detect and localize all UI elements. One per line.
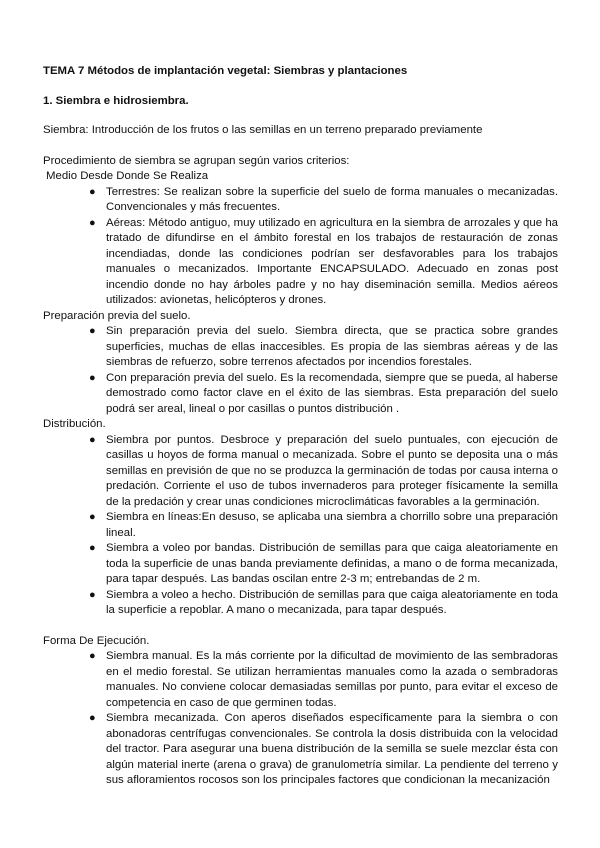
criteria-intro: Procedimiento de siembra se agrupan según varios criterios: [43,154,350,167]
list-item: ● Terrestres: Se realizan sobre la superficie del suelo de forma manuales o mecanizadas. Convencionales y más frecuentes. [89,185,558,213]
list-item: ● Siembra en líneas:En desuso, se aplicaba una siembra a chorrillo sobre una preparación lineal. [89,511,558,539]
list-item: ● Siembra manual. Es la más corriente por la dificultad de movimiento de las sembradoras en el medio forestal. Se utilizan herramientas manuales como la azada o sembradoras manuales. No conviene colocar demasiadas semillas por punto, para evitar el exceso de competencia en caso de que germinen todas. [89,650,558,709]
bullet-icon: ● [89,371,96,384]
bullet-icon: ● [89,712,96,724]
bullet-icon: ● [89,433,96,446]
bullet-icon: ● [89,216,96,229]
bullet-icon: ● [89,511,96,523]
group-heading-distribucion: Distribución. [43,418,106,430]
bullet-list-distribucion [43,433,558,619]
list-item: ● Siembra a voleo por bandas. Distribución de semillas para que caiga aleatoriamente en toda la superficie de unas banda previamente definidas, a mano o de forma mecanizada, para tapar después. Las bandas oscilan entre 2-3 m; entrebandas de 2 m. [89,542,558,585]
list-item: ● Siembra por puntos. Desbroce y preparación del suelo puntuales, con ejecución de casillas u hoyos de forma manual o mecanizada. Sobre el punto se deposita una o más semillas en previsión de que no se produzca la germinación de todas por causa interna o predación. Corriente el uso de tubos invernaderos para proteger físicamente la semilla de la predación y crear unas condiciones microclimáticas favorables a la germinación. [89,433,558,508]
group-heading-preparacion: Preparación previa del suelo. [43,309,191,322]
section-title: 1. Siembra e hidrosiembra. [43,94,189,107]
document-title: TEMA 7 Métodos de implantación vegetal: Siembras y plantaciones [43,65,408,77]
list-item: ● Aéreas: Método antiguo, muy utilizado en agricultura en la siembra de arrozales y que ha tratado de difundirse en el ámbito forestal en los trabajos de restauración de zonas incendiadas, donde las condiciones podrían ser desfavorables para los trabajos manuales o mecanizados. Importante ENCAPSULADO. Adecuado en zonas post incendio donde no hay árboles padre y no hay diseminación semilla. Medios aéreos utilizados: avionetas, helicópteros y drones. [89,216,558,306]
group-heading-medio: Medio Desde Donde Se Realiza [46,170,209,182]
list-item: ● Sin preparación previa del suelo. Siembra directa, que se practica sobre grandes superficies, muchas de ellas inaccesibles. Es propia de las siembras aéreas y de las siembras de refuerzo, sobre terrenos afectados por incendios forestales. [89,325,558,368]
bullet-list-preparacion [43,324,558,417]
definition-paragraph: Siembra: Introducción de los frutos o las semillas en un terreno preparado previamente [43,124,483,136]
list-item: ● Siembra a voleo a hecho. Distribución de semillas para que caiga aleatoriamente en toda la superficie a repoblar. A mano o mecanizada, para tapar después. [89,588,558,616]
bullet-icon: ● [89,185,96,198]
bullet-icon: ● [89,325,96,337]
bullet-list-ejecucion [43,649,558,789]
group-heading-ejecucion: Forma De Ejecución. [43,634,150,647]
bullet-icon: ● [89,588,96,601]
list-item: ● Con preparación previa del suelo. Es la recomendada, siempre que se pueda, al haberse demostrado como factor clave en el éxito de las siembras. Esta preparación del suelo podrá ser areal, lineal o por casillas o puntos distribución . [89,371,558,415]
bullet-icon: ● [89,650,96,662]
bullet-icon: ● [89,542,96,554]
list-item: ● Siembra mecanizada. Con aperos diseñados específicamente para la siembra o con abonadoras centrífugas convencionales. Se controla la dosis distribuida con la velocidad del tractor. Para asegurar una buena distribución de la semilla se suele mezclar ésta con algún material inerte (arena o grava) de granulometría similar. La pendiente del terreno y sus afloramientos rocosos son los principales factores que condicionan la mecanización [89,712,558,786]
bullet-list-medio [43,185,558,309]
